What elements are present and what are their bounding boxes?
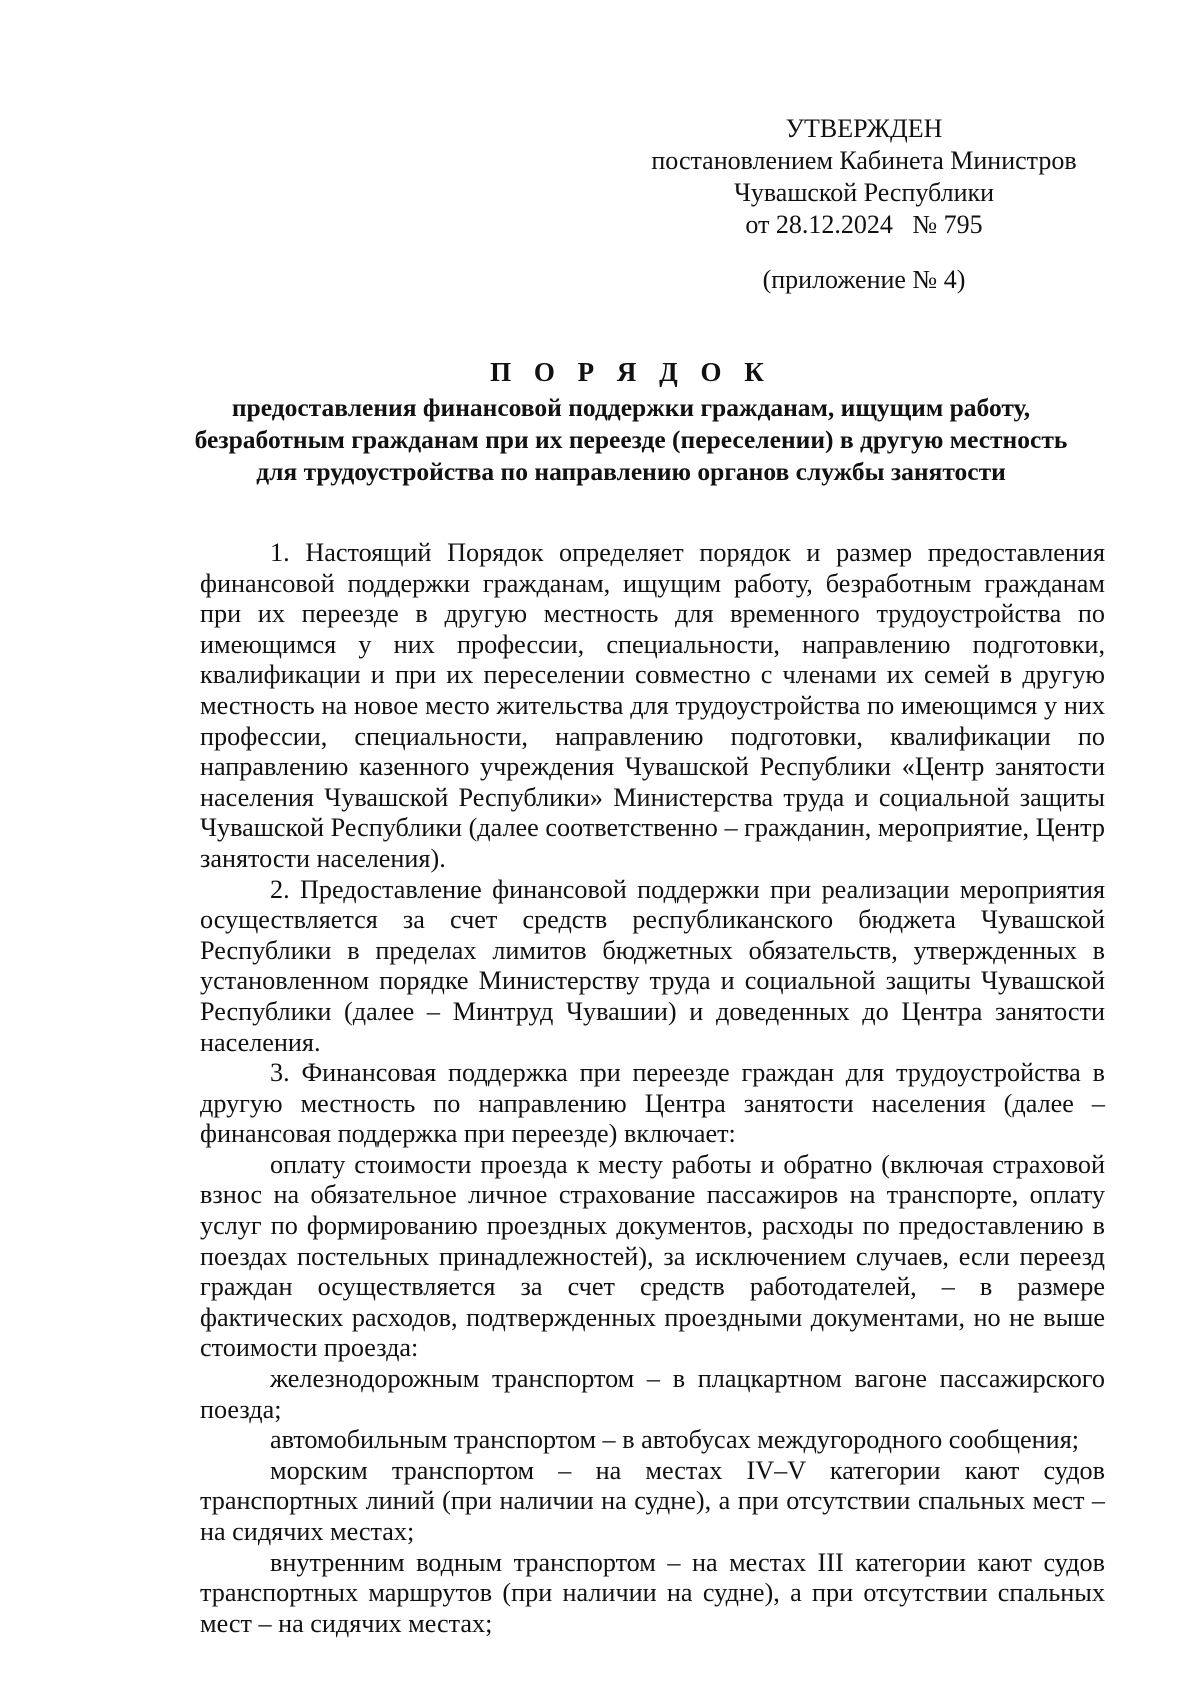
document-title-block <box>150 356 1112 488</box>
paragraph-1: 1. Настоящий Порядок определяет порядок и размер предоставления финансовой поддержки гражданам, ищущим работу, безработным гражданам при их переезде в другую местность для временного трудоустройства по имеющимся у них профессии, специальности, направлению подготовки, квалификации и при их переселении совместно с членами их семей в другую местность на новое место жительства для трудоустройства по имеющимся у них профессии, специальности, направлению подготовки, квалификации по направлению казенного учреждения Чувашской Республики «Центр занятости населения Чувашской Республики» Министерства труда и социальной защиты Чувашской Республики (далее соответственно – гражданин, мероприятие, Центр занятости населения). <box>200 538 1105 873</box>
document-subtitle-line-2: безработным гражданам при их переезде (переселении) в другую местность <box>194 425 1068 454</box>
paragraph-2: 2. Предоставление финансовой поддержки при реализации мероприятия осуществляется за счет средств республиканского бюджета Чувашской Республики в пределах лимитов бюджетных обязательств, утвержденных в установленном порядке Министерству труда и социальной защиты Чувашской Республики (далее – Минтруд Чувашии) и доведенных до Центра занятости населения. <box>200 874 1105 1057</box>
paragraph-railway: железнодорожным транспортом – в плацкартном вагоне пассажирского поезда; <box>200 1364 1105 1424</box>
annex-label: (приложение № 4) <box>762 265 966 294</box>
approval-date-number: от 28.12.2024 № 795 <box>745 210 983 239</box>
document-subtitle-line-3: для трудоустройства по направлению органов службы занятости <box>256 457 1006 486</box>
document-body <box>200 538 1105 1639</box>
paragraph-sea: морским транспортом – на местах IV–V категории кают судов транспортных линий (при наличии на судне), а при отсутствии спальных мест – на сидячих местах; <box>200 1455 1105 1546</box>
approval-stamp-block <box>620 113 1108 241</box>
document-title: П О Р Я Д О К <box>490 357 772 387</box>
document-subtitle-line-1: предоставления финансовой поддержки гражданам, ищущим работу, <box>231 393 1031 422</box>
paragraph-3: 3. Финансовая поддержка при переезде граждан для трудоустройства в другую местность по направлению Центра занятости населения (далее – финансовая поддержка при переезде) включает: <box>200 1058 1105 1149</box>
approval-resolution: постановлением Кабинета Министров <box>651 146 1077 175</box>
paragraph-travel-payment: оплату стоимости проезда к месту работы и обратно (включая страховой взнос на обязательное личное страхование пассажиров на транспорте, оплату услуг по формированию проездных документов, расходы по предоставлению в поездах постельных принадлежностей), за исключением случаев, если переезд граждан осуществляется за счет средств работодателей, – в размере фактических расходов, подтвержденных проездными документами, но не выше стоимости проезда: <box>200 1149 1105 1363</box>
paragraph-inland-water: внутренним водным транспортом – на местах III категории кают судов транспортных маршрутов (при наличии на судне), а при отсутствии спальных мест – на сидячих местах; <box>200 1547 1105 1638</box>
approval-heading: УТВЕРЖДЕН <box>785 114 943 143</box>
approval-republic: Чувашской Республики <box>733 178 995 207</box>
paragraph-road: автомобильным транспортом – в автобусах междугородного сообщения; <box>270 1425 1080 1455</box>
